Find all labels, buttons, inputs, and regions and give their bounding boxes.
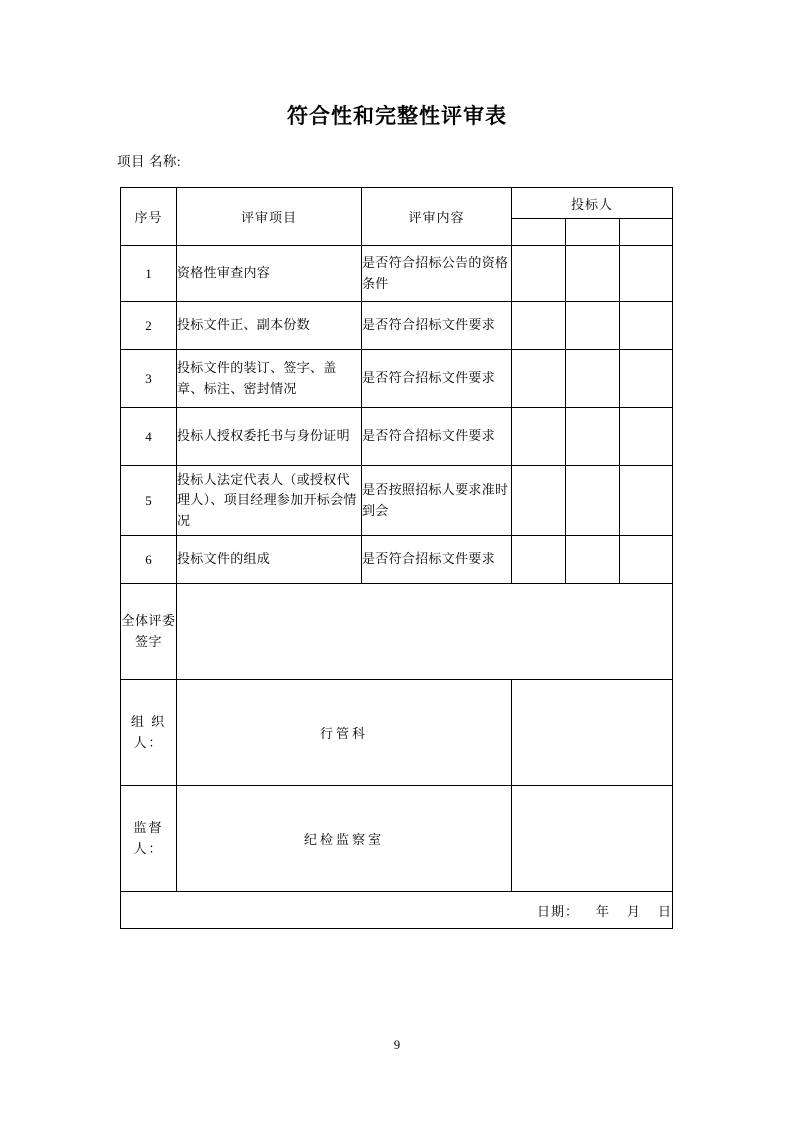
row-bidder-2[interactable]: [566, 536, 620, 584]
header-bidder-col-2: [566, 219, 620, 246]
row-item: 投标文件的组成: [177, 536, 362, 584]
header-item: 评审项目: [177, 188, 362, 246]
date-line[interactable]: 日期： 年 月 日: [121, 892, 673, 929]
supervisor-row: [121, 786, 673, 892]
row-no: 2: [121, 302, 177, 350]
all-judges-signature-label: 全体评委签字: [121, 584, 177, 680]
row-bidder-1[interactable]: [512, 350, 566, 408]
row-content: 是否符合招标文件要求: [362, 350, 512, 408]
row-bidder-2[interactable]: [566, 246, 620, 302]
row-bidder-1[interactable]: [512, 536, 566, 584]
all-judges-signature-field[interactable]: [177, 584, 673, 680]
row-bidder-3[interactable]: [620, 408, 673, 466]
header-bidder-col-1: [512, 219, 566, 246]
page-title: 符合性和完整性评审表: [287, 104, 507, 128]
header-bidder-col-3: [620, 219, 673, 246]
row-content: 是否符合招标文件要求: [362, 408, 512, 466]
row-bidder-3[interactable]: [620, 246, 673, 302]
row-content: 是否按照招标人要求准时到会: [362, 466, 512, 536]
organizer-row: [121, 680, 673, 786]
page-number: 9: [393, 1038, 401, 1052]
organizer-label: 组 织人：: [121, 680, 177, 786]
table-row: [121, 246, 673, 302]
table-row: [121, 350, 673, 408]
row-no: 3: [121, 350, 177, 408]
date-row: [121, 892, 673, 929]
header-bidder: 投标人: [512, 188, 673, 219]
row-bidder-2[interactable]: [566, 408, 620, 466]
row-bidder-1[interactable]: [512, 408, 566, 466]
project-name-label: 项目 名称:: [117, 154, 182, 169]
row-content: 是否符合招标文件要求: [362, 302, 512, 350]
row-bidder-2[interactable]: [566, 466, 620, 536]
row-content: 是否符合招标公告的资格条件: [362, 246, 512, 302]
table-row: [121, 536, 673, 584]
row-item: 投标人法定代表人（或授权代理人）、项目经理参加开标会情况: [177, 466, 362, 536]
table-row: [121, 408, 673, 466]
organizer-extra-field[interactable]: [512, 680, 673, 786]
header-no: 序号: [121, 188, 177, 246]
review-table: [120, 187, 673, 929]
table-row: [121, 302, 673, 350]
row-bidder-3[interactable]: [620, 302, 673, 350]
row-bidder-3[interactable]: [620, 466, 673, 536]
table-header-row-top: [121, 188, 673, 219]
row-bidder-2[interactable]: [566, 350, 620, 408]
row-no: 1: [121, 246, 177, 302]
header-content: 评审内容: [362, 188, 512, 246]
row-item: 投标文件的装订、签字、盖章、标注、密封情况: [177, 350, 362, 408]
row-no: 4: [121, 408, 177, 466]
row-bidder-1[interactable]: [512, 246, 566, 302]
row-bidder-3[interactable]: [620, 536, 673, 584]
row-bidder-3[interactable]: [620, 350, 673, 408]
row-no: 6: [121, 536, 177, 584]
row-bidder-2[interactable]: [566, 302, 620, 350]
row-item: 资格性审查内容: [177, 246, 362, 302]
row-no: 5: [121, 466, 177, 536]
supervisor-value[interactable]: 纪检监察室: [177, 786, 512, 892]
all-judges-signature-row: [121, 584, 673, 680]
table-row: [121, 466, 673, 536]
supervisor-extra-field[interactable]: [512, 786, 673, 892]
row-item: 投标文件正、副本份数: [177, 302, 362, 350]
supervisor-label: 监督人：: [121, 786, 177, 892]
row-item: 投标人授权委托书与身份证明: [177, 408, 362, 466]
row-bidder-1[interactable]: [512, 302, 566, 350]
row-bidder-1[interactable]: [512, 466, 566, 536]
row-content: 是否符合招标文件要求: [362, 536, 512, 584]
organizer-value[interactable]: 行管科: [177, 680, 512, 786]
